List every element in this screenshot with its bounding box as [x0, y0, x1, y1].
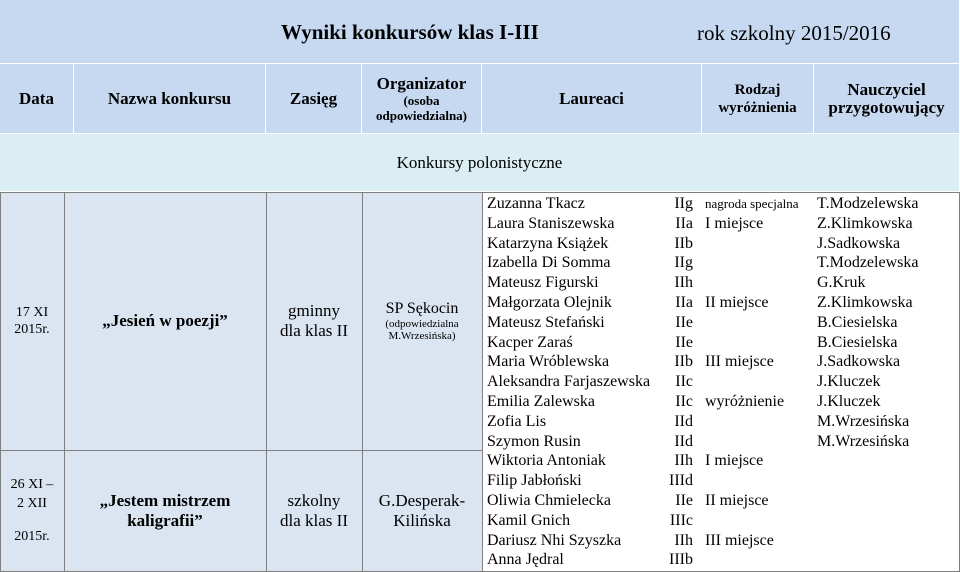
- teacher-name: Z.Klimkowska: [817, 294, 913, 311]
- teacher-name: Z.Klimkowska: [817, 214, 913, 232]
- teacher-name: J.Sadkowska: [817, 234, 901, 252]
- laureate-name: Laura Staniszewska: [487, 214, 615, 232]
- laureate-name: Anna Jędral: [487, 551, 564, 569]
- laureate-class: IIh: [674, 531, 693, 549]
- laureate-row: [487, 550, 697, 570]
- title-row: [0, 0, 960, 64]
- award-label: II miejsce: [705, 492, 769, 509]
- laureate-class: IId: [674, 412, 693, 430]
- laureate-row: [487, 194, 697, 214]
- laureate-row: [487, 333, 697, 353]
- laureate-name: Mateusz Stefański: [487, 313, 605, 331]
- header-laureaci: Laureaci: [482, 64, 702, 134]
- header-nazwa: Nazwa konkursu: [74, 64, 266, 134]
- laureate-name: Aleksandra Farjaszewska: [487, 373, 651, 391]
- laureate-row: [487, 392, 697, 412]
- contest-2-name: „Jestem mistrzem kaligrafii”: [99, 490, 231, 530]
- laureate-class: IIe: [675, 313, 693, 331]
- laureate-row: [487, 313, 697, 333]
- award-label: III miejsce: [705, 531, 774, 549]
- laureate-row: [487, 531, 697, 551]
- laureate-row: [487, 491, 697, 511]
- laureate-class: IIe: [675, 492, 693, 509]
- header-data: Data: [0, 64, 74, 134]
- laureate-class: IIa: [675, 294, 693, 311]
- laureate-class: IIh: [674, 274, 693, 292]
- laureate-name: Izabella Di Somma: [487, 254, 611, 272]
- award-list: [705, 194, 815, 570]
- laureate-row: [487, 451, 697, 471]
- laureate-row: [487, 273, 697, 293]
- header-organizator: Organizator (osoba odpowiedzialna): [362, 64, 482, 134]
- laureate-name: Zofia Lis: [487, 412, 547, 430]
- laureate-name: Maria Wróblewska: [487, 353, 610, 371]
- award-label: I miejsce: [705, 214, 764, 232]
- contest-2-scope: szkolny dla klas II: [280, 490, 348, 530]
- laureate-class: IIIc: [669, 511, 693, 529]
- teacher-name: T.Modzelewska: [817, 195, 919, 212]
- teacher-name: M.Wrzesińska: [817, 412, 910, 430]
- laureate-row: [487, 511, 697, 531]
- grid-line: [482, 192, 483, 572]
- award-label: II miejsce: [705, 294, 769, 311]
- laureate-class: IIIb: [669, 551, 693, 569]
- award-label: nagroda specjalna: [705, 196, 799, 211]
- laureate-row: [487, 293, 697, 313]
- laureate-class: IIb: [674, 234, 693, 252]
- laureate-name: Mateusz Figurski: [487, 274, 599, 292]
- contest-1-name: „Jesień w poezji”: [102, 311, 228, 330]
- table-title: Wyniki konkursów klas I-III: [281, 20, 539, 44]
- contest-1-scope: gminny dla klas II: [280, 301, 348, 340]
- teacher-name: B.Ciesielska: [817, 333, 898, 351]
- teacher-name: B.Ciesielska: [817, 313, 898, 331]
- laureate-class: IIa: [675, 214, 693, 232]
- laureate-name: Dariusz Nhi Szyszka: [487, 531, 622, 549]
- laureate-row: [487, 352, 697, 372]
- contest-2-date: 26 XI – 2 XII 2015r.: [10, 477, 54, 544]
- teacher-name: G.Kruk: [817, 274, 866, 292]
- laureate-list: [487, 194, 699, 570]
- laureate-name: Szymon Rusin: [487, 432, 581, 450]
- school-year: rok szkolny 2015/2016: [697, 21, 891, 45]
- laureate-name: Kamil Gnich: [487, 511, 571, 529]
- contest-1-organizer: SP Sękocin (odpowiedzialna M.Wrzesińska): [385, 300, 459, 342]
- laureate-row: [487, 234, 697, 254]
- laureate-row: [487, 253, 697, 273]
- laureate-class: IIg: [674, 195, 693, 212]
- teacher-list: [817, 194, 957, 570]
- contest-1-date: 17 XI 2015r.: [14, 305, 50, 337]
- laureate-class: IIc: [675, 373, 693, 391]
- section-header: [0, 134, 960, 192]
- laureate-name: Katarzyna Książek: [487, 234, 609, 252]
- award-label: III miejsce: [705, 353, 774, 371]
- contest-2-organizer: G.Desperak- Kilińska: [378, 490, 466, 530]
- laureate-name: Filip Jabłoński: [487, 472, 582, 490]
- teacher-name: J.Kluczek: [817, 373, 881, 391]
- laureate-name: Zuzanna Tkacz: [487, 195, 585, 212]
- laureate-class: IIh: [674, 452, 693, 470]
- laureate-class: IIId: [669, 472, 693, 490]
- laureate-name: Małgorzata Olejnik: [487, 294, 612, 311]
- laureate-class: IIb: [674, 353, 693, 371]
- teacher-name: M.Wrzesińska: [817, 432, 910, 450]
- laureate-class: IIg: [674, 254, 693, 272]
- award-label: I miejsce: [705, 452, 764, 470]
- teacher-name: J.Kluczek: [817, 393, 881, 410]
- laureate-name: Oliwia Chmielecka: [487, 492, 611, 509]
- laureate-row: [487, 214, 697, 234]
- laureate-row: [487, 412, 697, 432]
- laureate-class: IIe: [675, 333, 693, 351]
- laureate-class: IIc: [675, 393, 693, 410]
- teacher-name: T.Modzelewska: [817, 254, 919, 272]
- header-rodzaj: Rodzaj wyróżnienia: [702, 64, 814, 134]
- header-zasieg: Zasięg: [266, 64, 362, 134]
- laureate-name: Emilia Zalewska: [487, 393, 595, 410]
- teacher-name: J.Sadkowska: [817, 353, 901, 371]
- header-nauczyciel: Nauczyciel przygotowujący: [814, 64, 960, 134]
- laureate-class: IId: [674, 432, 693, 450]
- section-title: Konkursy polonistyczne: [396, 152, 563, 172]
- award-label: wyróżnienie: [705, 393, 785, 410]
- laureate-row: [487, 471, 697, 491]
- laureate-row: [487, 432, 697, 452]
- laureate-name: Wiktoria Antoniak: [487, 452, 606, 470]
- laureate-row: [487, 372, 697, 392]
- laureate-name: Kacper Zaraś: [487, 333, 573, 351]
